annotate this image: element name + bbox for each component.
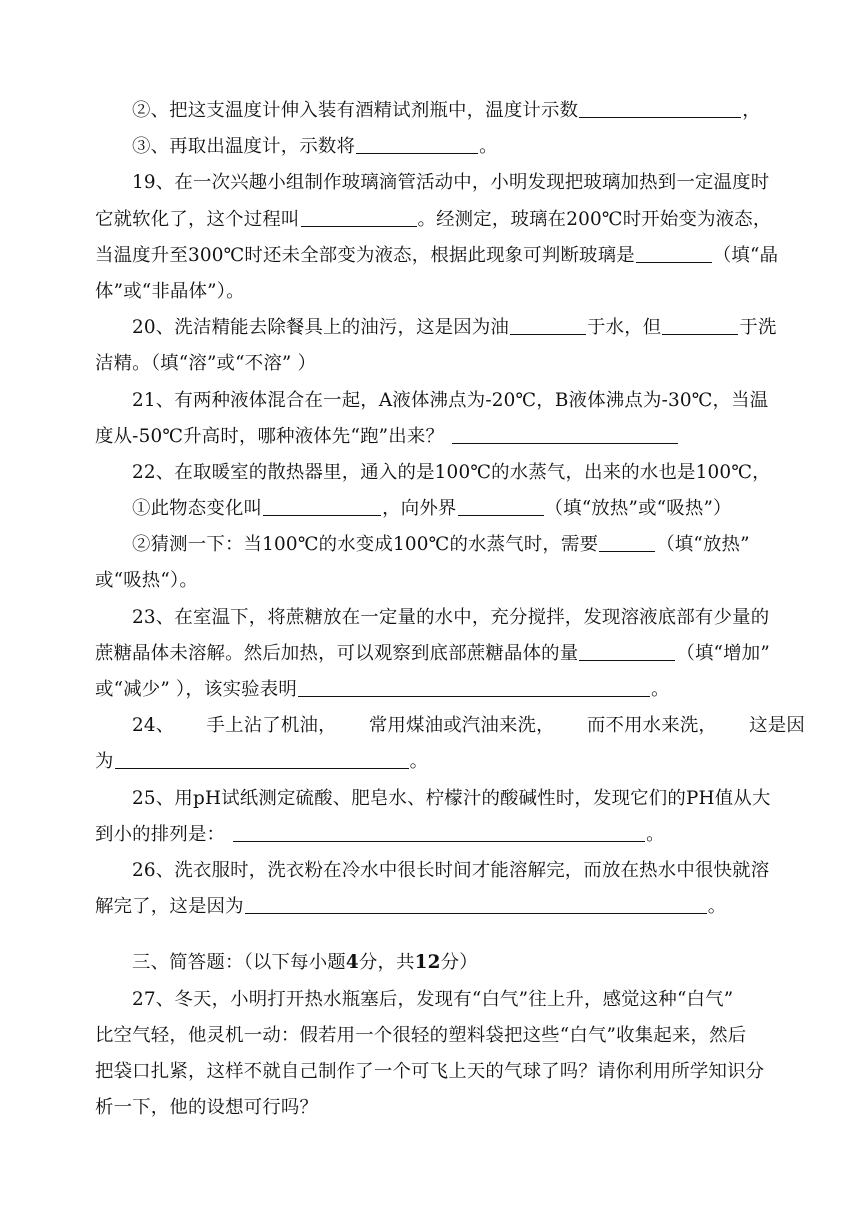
- q26-line-2: [95, 889, 805, 925]
- q24-text: 手上沾了机油，: [206, 715, 337, 737]
- q23-line-2: [95, 636, 805, 672]
- q19-line-3: [95, 238, 805, 274]
- q24-line-2: [95, 744, 805, 780]
- q20-line-1: [95, 310, 805, 346]
- q19-text: 它就软化了，这个过程叫: [95, 208, 300, 230]
- q18-part2-line: [95, 93, 805, 129]
- q25-line-2: [95, 817, 805, 853]
- q20-text: 于洗: [739, 317, 777, 339]
- q22-text: ②猜测一下：当100℃的水变成100℃的水蒸气时，需要: [132, 534, 599, 556]
- q21-text: 度从-50℃升高时，哪种液体先“跑”出来？: [95, 425, 445, 447]
- answer-blank[interactable]: [356, 152, 478, 154]
- section-3-text: 三、简答题：（以下每小题: [132, 952, 346, 974]
- section-gap: [95, 925, 805, 945]
- q23-line-3: [95, 672, 805, 708]
- answer-blank[interactable]: [599, 550, 655, 552]
- answer-blank[interactable]: [662, 333, 738, 335]
- punct: 。: [409, 751, 429, 773]
- q25-text: 25、用pH试纸测定硫酸、肥皂水、柠檬汁的酸碱性时，发现它们的PH值从大: [132, 787, 771, 809]
- punct: 。: [707, 896, 727, 918]
- q22-text: 或“吸热“）。: [95, 570, 198, 592]
- q27-text: 析一下，他的设想可行吗？: [95, 1097, 319, 1119]
- q20-line-2: [95, 346, 805, 382]
- points-per-question: 4: [345, 952, 359, 974]
- q27-line-3: [95, 1054, 805, 1090]
- q22-line-1: [95, 455, 805, 491]
- q18-part2-text: ②、把这支温度计伸入装有酒精试剂瓶中，温度计示数: [132, 100, 579, 121]
- q19-text: 19、在一次兴趣小组制作玻璃滴管活动中，小明发现把玻璃加热到一定温度时: [132, 172, 770, 194]
- answer-blank[interactable]: [458, 514, 544, 516]
- q27-line-1: [95, 982, 805, 1018]
- section-3-heading: [95, 945, 805, 981]
- q21-text: 21、有两种液体混合在一起，A液体沸点为-20℃，B液体沸点为-30℃，当温: [132, 389, 769, 411]
- q19-text: （填“晶: [712, 244, 779, 266]
- q20-text: 20、洗洁精能去除餐具上的油污，这是因为油: [132, 317, 510, 339]
- q22-line-2: [95, 491, 805, 527]
- q23-text: （填“增加”: [676, 642, 770, 664]
- q20-text: 洁精。（填“溶”或“不溶” ）: [95, 353, 317, 375]
- q19-text: 当温度升至300℃时还未全部变为液态，根据此现象可判断玻璃是: [95, 244, 635, 266]
- exam-page: [95, 93, 805, 1126]
- q21-line-2: [95, 419, 805, 455]
- q24-text: 为: [95, 751, 114, 773]
- q20-text: 于水，但: [587, 317, 662, 339]
- q24-text: 这是因: [749, 715, 805, 737]
- q22-line-3: [95, 527, 805, 563]
- q25-line-1: [95, 781, 805, 817]
- q23-line-1: [95, 600, 805, 636]
- punct: 。: [646, 823, 665, 845]
- q19-line-2: [95, 202, 805, 238]
- answer-blank[interactable]: [263, 514, 381, 516]
- q22-text: ①此物态变化叫: [132, 498, 263, 520]
- section-3-text: 分，共: [358, 952, 415, 974]
- q26-text: 解完了，这是因为: [95, 896, 244, 918]
- q21-line-1: [95, 383, 805, 419]
- q19-line-1: [95, 165, 805, 201]
- q23-text: 23、在室温下，将蔗糖放在一定量的水中，充分搅拌，发现溶液底部有少量的: [132, 606, 770, 628]
- punct: 。: [479, 136, 498, 158]
- q23-text: 蔗糖晶体未溶解。然后加热，可以观察到底部蔗糖晶体的量: [95, 642, 579, 664]
- q18-part3-line: [95, 129, 805, 165]
- q19-line-4: [95, 274, 805, 310]
- answer-blank[interactable]: [579, 659, 675, 661]
- answer-blank[interactable]: [452, 442, 678, 444]
- q19-text: 。经测定，玻璃在200℃时开始变为液态，: [417, 208, 772, 230]
- q24-text: 常用煤油或汽油来洗，: [368, 715, 555, 737]
- q22-text: （填“放热”: [656, 534, 750, 556]
- q24-text: 24、: [132, 715, 175, 737]
- q27-text: 把袋口扎紧，这样不就自己制作了一个可飞上天的气球了吗？请你利用所学知识分: [95, 1060, 765, 1082]
- q24-text: 而不用水来洗，: [586, 715, 718, 737]
- q22-text: ，向外界: [382, 498, 457, 520]
- answer-blank[interactable]: [298, 695, 650, 697]
- q22-line-4: [95, 563, 805, 599]
- q25-text: 到小的排列是：: [95, 823, 226, 845]
- answer-blank[interactable]: [301, 225, 417, 227]
- q24-line-1: [95, 708, 805, 744]
- total-points: 12: [414, 952, 441, 974]
- q27-line-4: [95, 1090, 805, 1126]
- q27-text: 比空气轻，他灵机一动：假若用一个很轻的塑料袋把这些“白气”收集起来，然后: [95, 1024, 747, 1046]
- punct: 。: [650, 679, 670, 700]
- answer-blank[interactable]: [115, 767, 409, 769]
- answer-blank[interactable]: [245, 912, 707, 914]
- q22-text: 22、在取暖室的散热器里，通入的是100℃的水蒸气，出来的水也是100℃，: [132, 461, 771, 483]
- q22-text: （填“放热”或“吸热”）: [544, 498, 732, 520]
- q23-text: 或“减少” ），该实验表明: [95, 679, 297, 700]
- q18-part3-text: ③、再取出温度计，示数将: [132, 136, 356, 158]
- q19-text: 体”或“非晶体”）。: [95, 280, 245, 302]
- q27-line-2: [95, 1018, 805, 1054]
- q26-line-1: [95, 853, 805, 889]
- answer-blank[interactable]: [510, 333, 586, 335]
- answer-blank[interactable]: [579, 116, 741, 118]
- answer-blank[interactable]: [233, 840, 645, 842]
- answer-blank[interactable]: [636, 261, 712, 263]
- q26-text: 26、洗衣服时，洗衣粉在冷水中很长时间才能溶解完，而放在热水中很快就溶: [132, 859, 770, 881]
- q27-text: 27、冬天，小明打开热水瓶塞后，发现有“白气”往上升，感觉这种“白气”: [132, 988, 734, 1010]
- punct: ，: [742, 100, 761, 121]
- section-3-text: 分）: [440, 952, 478, 974]
